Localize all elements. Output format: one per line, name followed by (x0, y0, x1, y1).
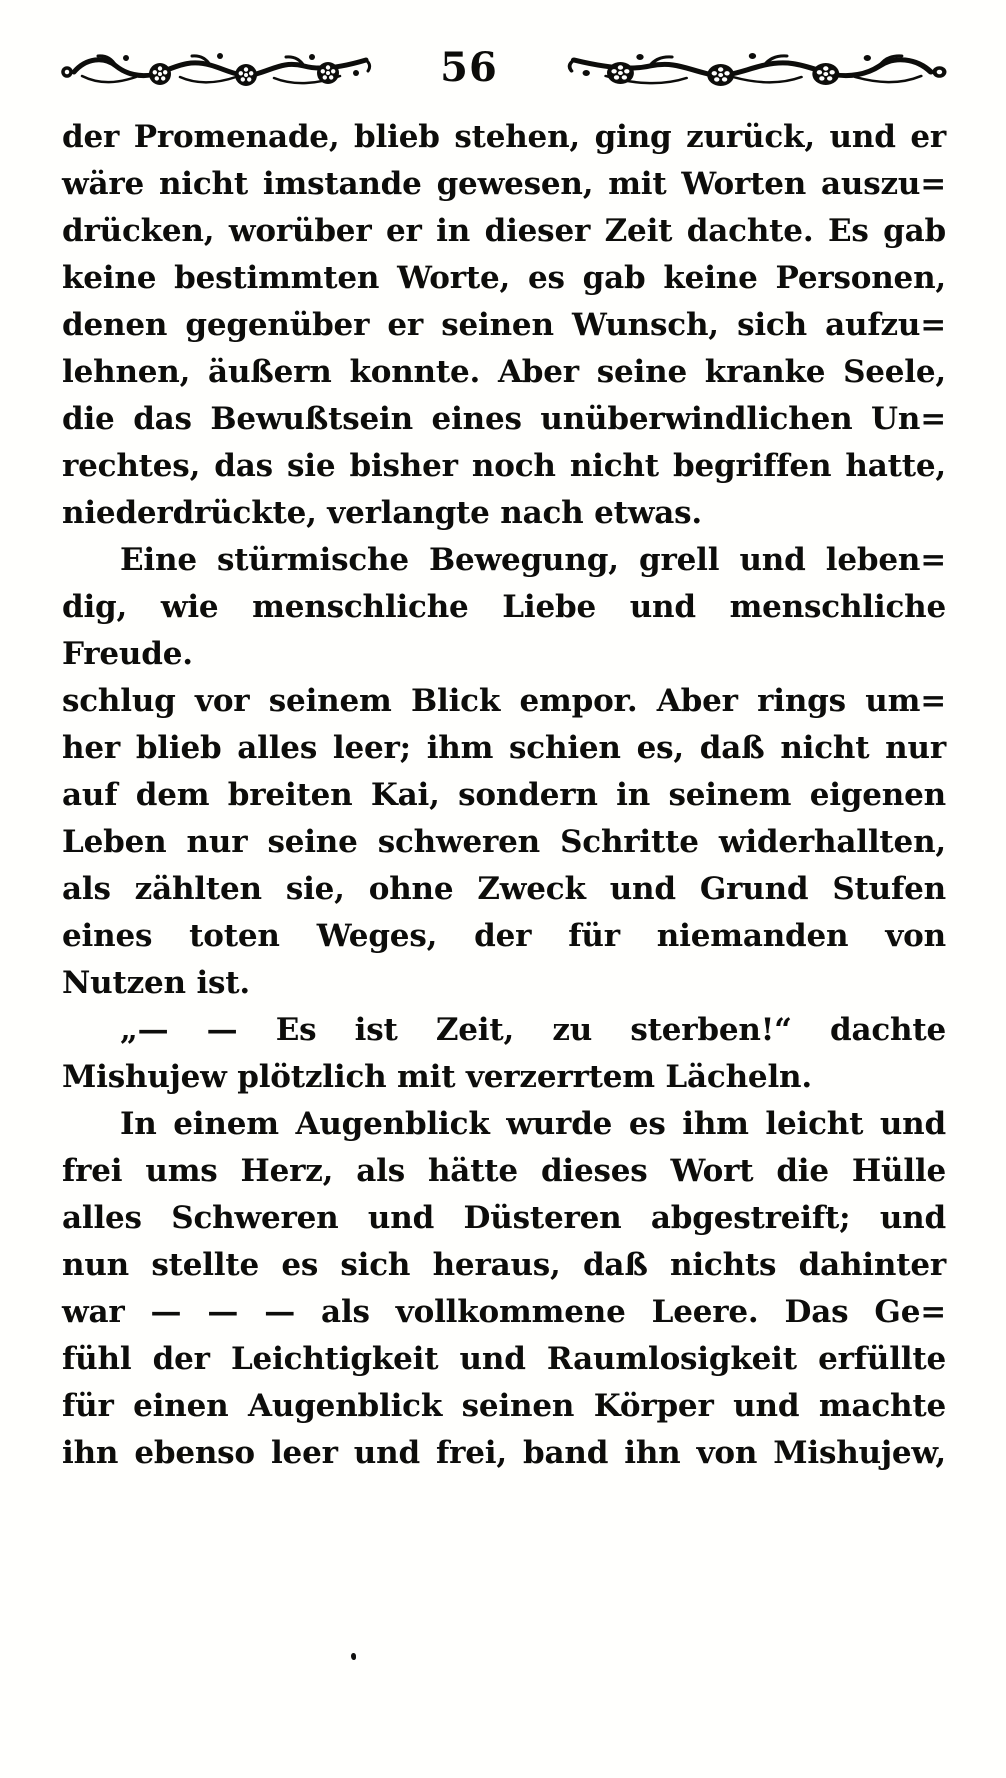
text-line: alles Schweren und Düsteren abgestreift; und (62, 1200, 946, 1236)
page-number: 56 (440, 44, 498, 91)
text-line: als zählten sie, ohne Zweck und Grund Stufen (62, 871, 946, 907)
text-line: Leben nur seine schweren Schritte widerhallten, (62, 824, 946, 860)
page-header (60, 42, 948, 94)
text-line-paragraph-end: niederdrückte, verlangte nach etwas. (62, 495, 702, 531)
text-line-paragraph-start: In einem Augenblick wurde es ihm leicht und (120, 1106, 946, 1142)
text-line: schlug vor seinem Blick empor. Aber rings um= (62, 683, 946, 719)
text-line: fühl der Leichtigkeit und Raumlosigkeit erfüllte (62, 1341, 946, 1377)
header-ornament-left-icon (60, 45, 375, 91)
text-line: wäre nicht imstande gewesen, mit Worten auszu= (62, 166, 946, 202)
text-line: keine bestimmten Worte, es gab keine Personen, (62, 260, 946, 296)
text-line: her blieb alles leer; ihm schien es, daß nicht nur (62, 730, 946, 766)
text-line: dig, wie menschliche Liebe und menschliche Freude. (62, 589, 946, 672)
text-line: frei ums Herz, als hätte dieses Wort die Hülle (62, 1153, 946, 1189)
text-line: auf dem breiten Kai, sondern in seinem eigenen (62, 777, 946, 813)
body-text (62, 114, 946, 1477)
text-line: eines toten Weges, der für niemanden von (62, 918, 946, 954)
text-line-paragraph-start: Eine stürmische Bewegung, grell und leben= (120, 542, 946, 578)
text-line-paragraph-start: „— — Es ist Zeit, zu sterben!“ dachte (120, 1012, 946, 1048)
print-artifact-dot (351, 1653, 356, 1660)
text-line: denen gegenüber er seinen Wunsch, sich aufzu= (62, 307, 946, 343)
text-line: lehnen, äußern konnte. Aber seine kranke Seele, (62, 354, 946, 390)
text-line: für einen Augenblick seinen Körper und machte (62, 1388, 946, 1424)
header-ornament-right-icon (563, 45, 948, 91)
text-line: nun stellte es sich heraus, daß nichts dahinter (62, 1247, 946, 1283)
text-line: die das Bewußtsein eines unüberwindlichen Un= (62, 401, 946, 437)
text-line: drücken, worüber er in dieser Zeit dachte. Es gab (62, 213, 946, 249)
text-line-paragraph-end: Nutzen ist. (62, 965, 250, 1001)
text-line: ihn ebenso leer und frei, band ihn von Mishujew, (62, 1435, 946, 1471)
text-line: rechtes, das sie bisher noch nicht begriffen hatte, (62, 448, 946, 484)
text-line: der Promenade, blieb stehen, ging zurück, und er (62, 119, 946, 155)
text-line-paragraph-end: Mishujew plötzlich mit verzerrtem Lächeln. (62, 1059, 812, 1095)
text-line: war — — — als vollkommene Leere. Das Ge= (62, 1294, 946, 1330)
